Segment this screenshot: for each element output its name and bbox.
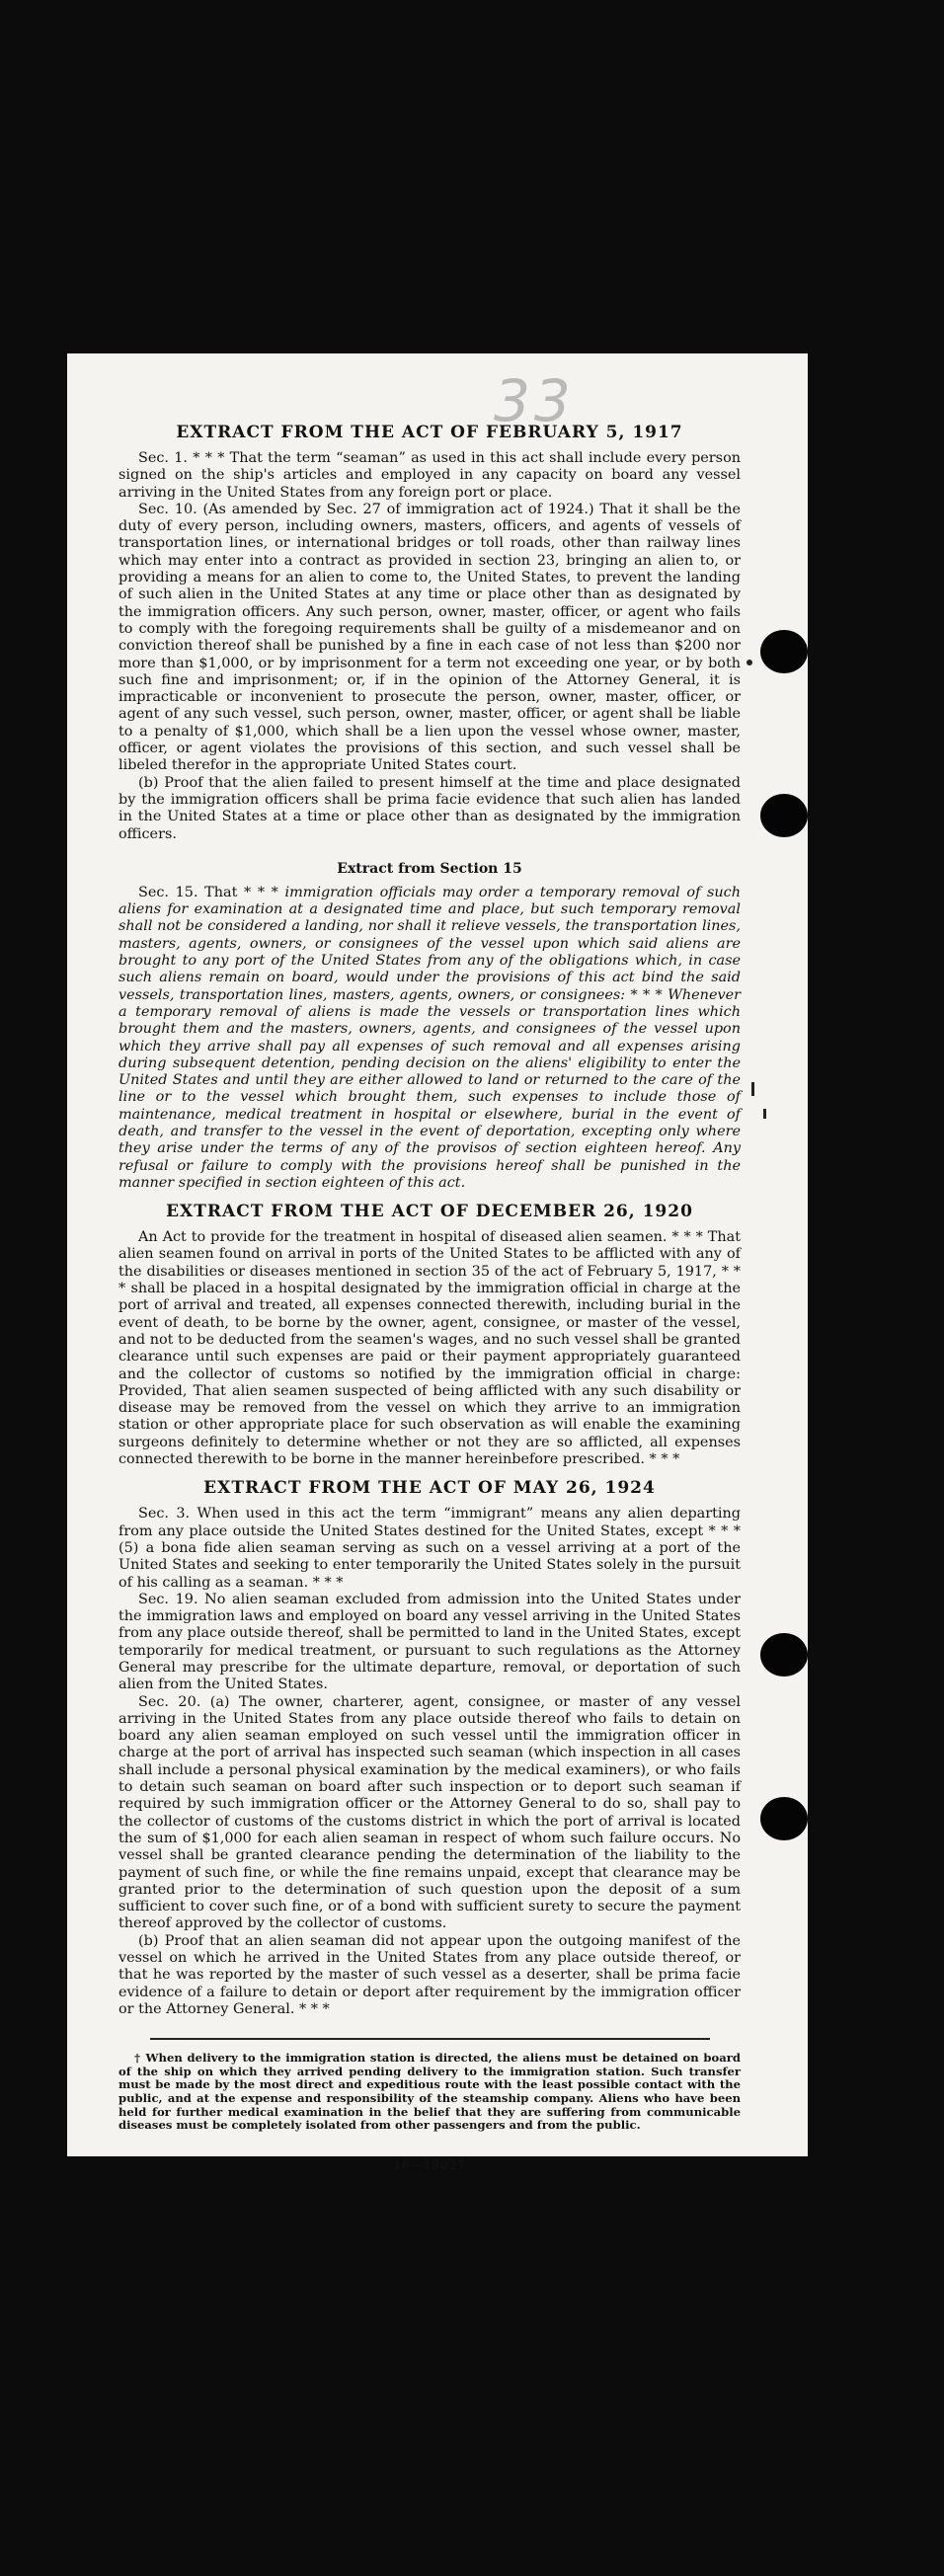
footnote: † When delivery to the immigration station is directed, the aliens must be detained on board of the ship on which they arrived pending delivery to the immigration station. Such transfer must be made by the most direct and expeditious route with the least possible contact with the public, and at the expense and responsibility of the steamship company. Aliens who have been held for further medical examination in the belief that they are suffering from communicable diseases must be completely isolated from other passengers and from the public. <box>118 2051 741 2133</box>
paragraph: Sec. 20. (a) The owner, charterer, agent, consignee, or master of any vessel arriving in the United States from any place outside thereof who fails to detain on board any alien seaman employed on such vessel until the immigration officer in charge at the port of arrival has inspected such seaman (which inspection in all cases shall include a personal physical examination by the medical examiners), or who fails to detain such seaman on board after such inspection or to deport such seaman if required by such immigration officer or the Attorney General to do so, shall pay to the collector of customs of the customs district in which the port of arrival is located the sum of $1,000 for each alien seaman in respect of whom such failure occurs. No vessel shall be granted clearance pending the determination of the liability to the payment of such fine, or while the fine remains unpaid, except that clearance may be granted prior to the determination of such question upon the deposit of a sum sufficient to cover such fine, or of a bond with sufficient surety to secure the payment thereof approved by the collector of customs. <box>118 1693 741 1932</box>
paragraph: (b) Proof that the alien failed to present himself at the time and place designated by the immigration officers shall be prima facie evidence that such alien has landed in the United States at a time or place other than as designated by the immigration officers. <box>118 774 741 842</box>
footnote-divider <box>150 2038 710 2040</box>
paragraph: Sec. 10. (As amended by Sec. 27 of immigration act of 1924.) That it shall be the duty of every person, including owners, masters, officers, and agents of vessels of transportation lines, or international bridges or toll roads, other than railway lines which may enter into a contract as provided in section 23, bringing an alien to, or providing a means for an alien to come to, the United States, to prevent the landing of such alien in the United States at any time or place other than as designated by the immigration officers. Any such person, owner, master, officer, or agent who fails to comply with the foregoing requirements shall be guilty of a misdemeanor and on conviction thereof shall be punished by a fine in each case of not less than $200 nor more than $1,000, or by imprisonment for a term not exceeding one year, or by both such fine and imprisonment; or, if in the opinion of the Attorney General, it is impracticable or inconvenient to prosecute the person, owner, master, officer, or agent of any such vessel, such person, owner, master, officer, or agent shall be liable to a penalty of $1,000, which shall be a lien upon the vessel whose owner, master, officer, or agent violates the provisions of this section, and such vessel shall be libeled therefor in the appropriate United States court. <box>118 501 741 774</box>
paragraph-lead: Sec. 15. That * * * <box>138 884 285 900</box>
section-gap <box>118 1468 741 1478</box>
page-number: 16—18027 <box>393 2157 466 2172</box>
paragraph: Sec. 1. * * * That the term “seaman” as used in this act shall include every person signed on the ship's articles and employed in any capacity on board any vessel arriving in the United States from any foreign port or place. <box>118 450 741 501</box>
section-subheading: Extract from Section 15 <box>337 860 522 877</box>
paragraph <box>118 885 741 1192</box>
paragraph: An Act to provide for the treatment in hospital of diseased alien seamen. * * * That alien seamen found on arrival in ports of the United States to be afflicted with any of the disabilities or diseases mentioned in section 35 of the act of February 5, 1917, * * * shall be placed in a hospital designated by the immigration official in charge at the port of arrival and treated, all expenses connected therewith, including burial in the event of death, to be borne by the owner, agent, consignee, or master of the vessel, and not to be deducted from the seamen's wages, and no such vessel shall be granted clearance until such expenses are paid or their payment appropriately guaranteed and the collector of customs so notified by the immigration official in charge: Provided, That alien seamen suspected of being afflicted with any such disability or disease may be removed from the vessel on which they arrive to an immigration station or other appropriate place for such observation as will enable the examining surgeons definitely to determine whether or not they are so afflicted, all expenses connected therewith to be borne in the manner hereinbefore prescribed. * * * <box>118 1229 741 1468</box>
section-gap <box>118 843 741 853</box>
paragraph: (b) Proof that an alien seaman did not appear upon the outgoing manifest of the vessel on which he arrived in the United States from any place outside thereof, or that he was reported by the master of such vessel as a deserter, shall be prima facie evidence of a failure to detain or deport after requirement by the immigration officer or the Attorney General. * * * <box>118 1932 741 2017</box>
handwritten-number: 33 <box>494 367 575 434</box>
margin-mark <box>747 660 752 665</box>
paragraph: Sec. 3. When used in this act the term “immigrant” means any alien departing from any place outside the United States destined for the United States, except * * * (5) a bona fide alien seaman serving as such on a vessel arriving at a port of the United States and seeking to enter temporarily the United States solely in the pursuit of his calling as a seaman. * * * <box>118 1506 741 1591</box>
section-gap <box>118 2018 741 2028</box>
section-heading: EXTRACT FROM THE ACT OF DECEMBER 26, 1920 <box>166 1202 693 1222</box>
margin-mark <box>751 1082 754 1096</box>
section-heading: EXTRACT FROM THE ACT OF FEBRUARY 5, 1917 <box>176 423 683 442</box>
punch-hole <box>760 630 808 673</box>
section-gap <box>118 1192 741 1202</box>
document-page <box>67 353 808 2172</box>
document-body <box>118 423 741 2028</box>
paragraph: Sec. 19. No alien seaman excluded from admission into the United States under the immigration laws and employed on board any vessel arriving in the United States from any place outside thereof, shall be permitted to land in the United States, except temporarily for medical treatment, or pursuant to such regulations as the Attorney General may prescribe for the ultimate departure, removal, or deportation of such alien from the United States. <box>118 1591 742 1693</box>
punch-hole <box>760 794 808 837</box>
punch-hole <box>760 1797 808 1840</box>
margin-mark <box>763 1109 766 1119</box>
paragraph-text: immigration officials may order a temporary removal of such aliens for examination at a designated time and place, but such temporary removal shall not be considered a landing, nor shall it relieve vessels, the transportation lines, masters, agents, owners, or consignees of the vessel upon which said aliens are brought to any port of the United States from any of the obligations which, in case such aliens remain on board, would under the provisions of this act bind the said vessels, transportation lines, masters, agents, owners, or consignees: * * * Whenever a temporary removal of aliens is made the vessels or transportation lines which brought them and the masters, owners, agents, and consignees of the vessel upon which they arrive shall pay all expenses of such removal and all expenses arising during subsequent detention, pending decision on the aliens' eligibility to enter the United States and until they are either allowed to land or returned to the care of the line or to the vessel which brought them, such expenses to include those of maintenance, medical treatment in hospital or elsewhere, burial in the event of death, and transfer to the vessel in the event of deportation, excepting only where they arise under the terms of any of the provisos of section eighteen hereof. Any refusal or failure to comply with the provisions hereof shall be punished in the manner specified in section eighteen of this act. <box>118 884 742 1191</box>
section-heading: EXTRACT FROM THE ACT OF MAY 26, 1924 <box>203 1478 656 1499</box>
punch-hole <box>760 1633 808 1677</box>
